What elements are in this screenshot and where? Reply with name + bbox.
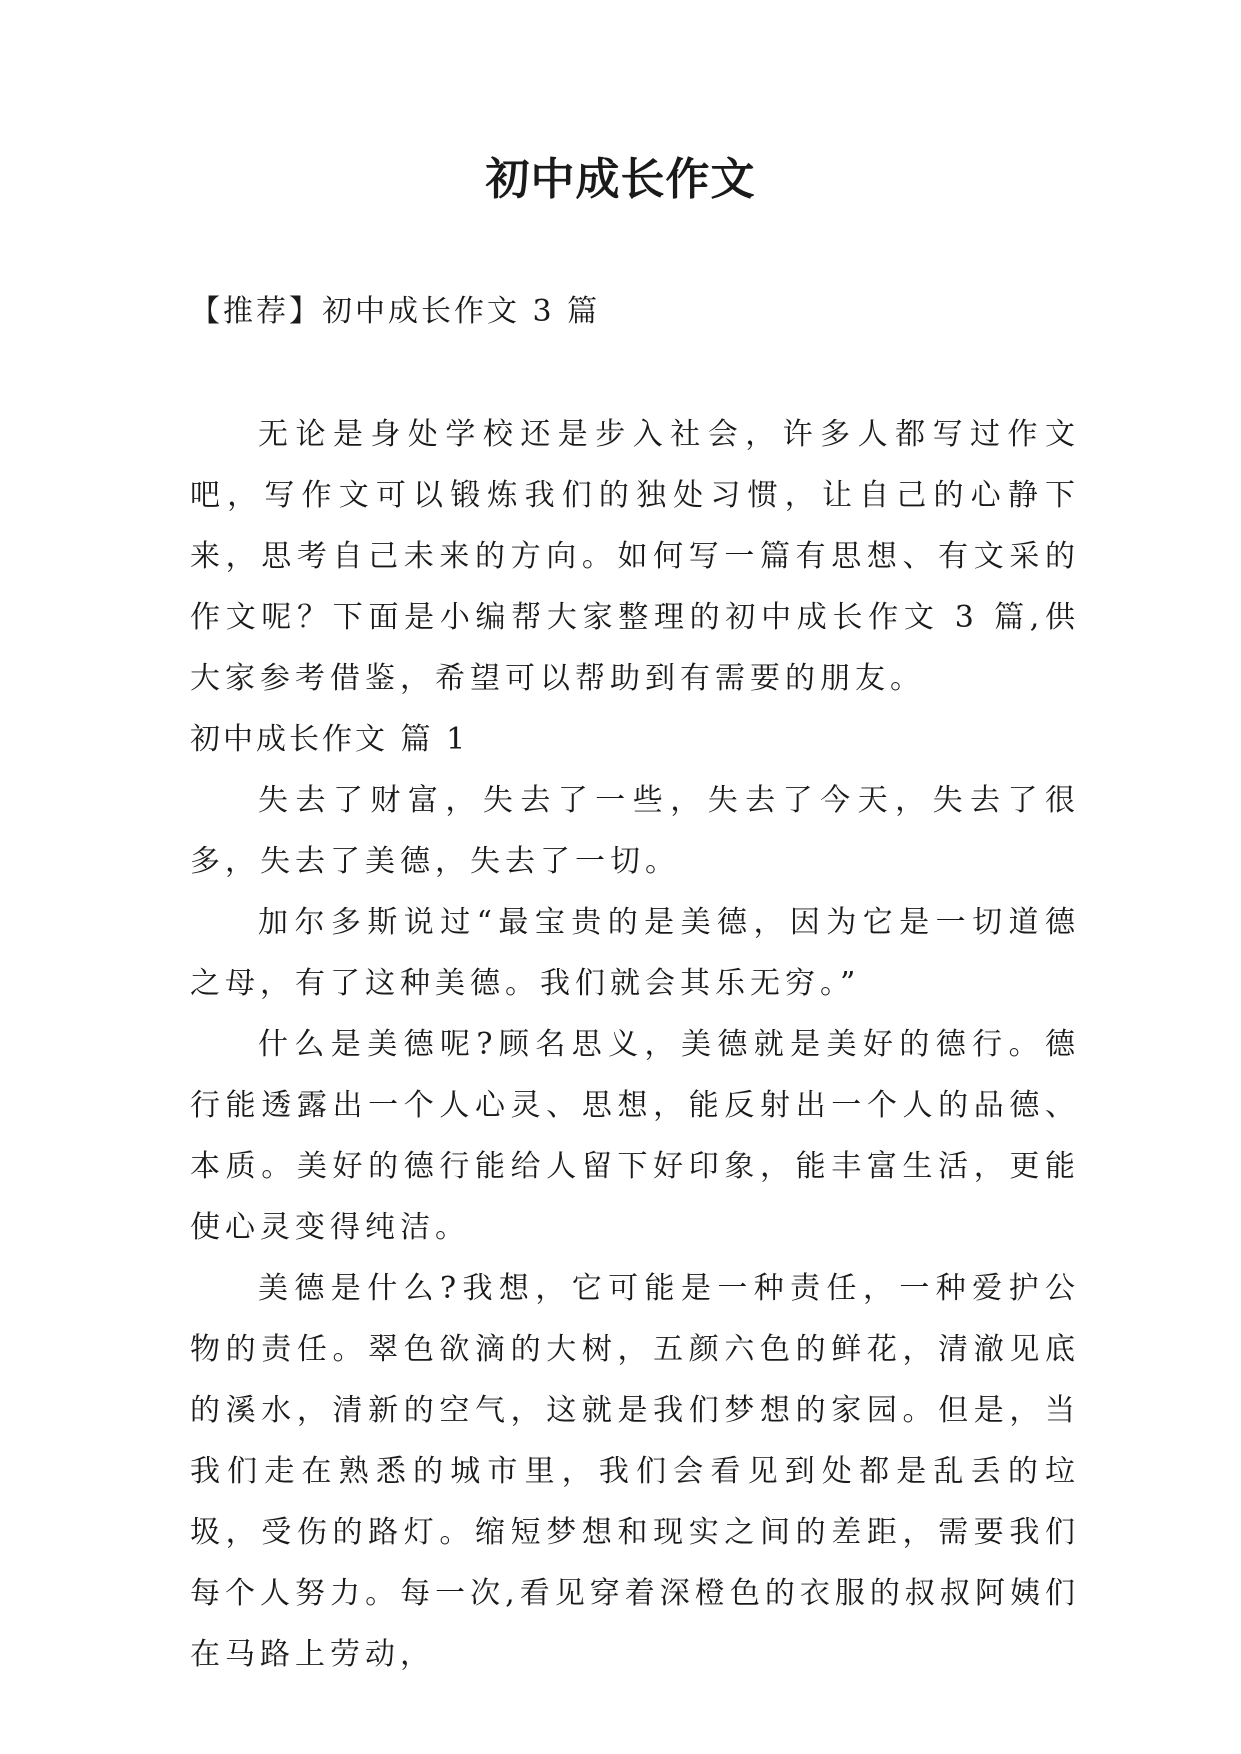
body-paragraph-2: 加尔多斯说过“最宝贵的是美德，因为它是一切道德之母，有了这种美德。我们就会其乐无穷。” [190, 905, 1080, 1001]
body-paragraph-1: 失去了财富，失去了一些，失去了今天，失去了很多，失去了美德，失去了一切。 [190, 783, 1080, 879]
document-body [190, 404, 1080, 1685]
document-subtitle: 【推荐】初中成长作文 3 篇 [190, 294, 601, 329]
body-paragraph-4: 美德是什么?我想，它可能是一种责任，一种爱护公物的责任。翠色欲滴的大树，五颜六色的鲜花，清澈见底的溪水，清新的空气，这就是我们梦想的家园。但是，当我们走在熟悉的城市里，我们会看见到处都是乱丢的垃圾，受伤的路灯。缩短梦想和现实之间的差距，需要我们每个人努力。每一次,看见穿着深橙色的衣服的叔叔阿姨们在马路上劳动， [190, 1271, 1080, 1672]
body-paragraph-3: 什么是美德呢?顾名思义，美德就是美好的德行。德行能透露出一个人心灵、思想，能反射出一个人的品德、本质。美好的德行能给人留下好印象，能丰富生活，更能使心灵变得纯洁。 [190, 1027, 1080, 1245]
document-title: 初中成长作文 [485, 154, 756, 205]
intro-paragraph: 无论是身处学校还是步入社会，许多人都写过作文吧，写作文可以锻炼我们的独处习惯，让自己的心静下来，思考自己未来的方向。如何写一篇有思想、有文采的作文呢？下面是小编帮大家整理的初中成长作文 3 篇,供大家参考借鉴，希望可以帮助到有需要的朋友。 [190, 417, 1080, 696]
section-heading: 初中成长作文 篇 1 [190, 722, 469, 757]
